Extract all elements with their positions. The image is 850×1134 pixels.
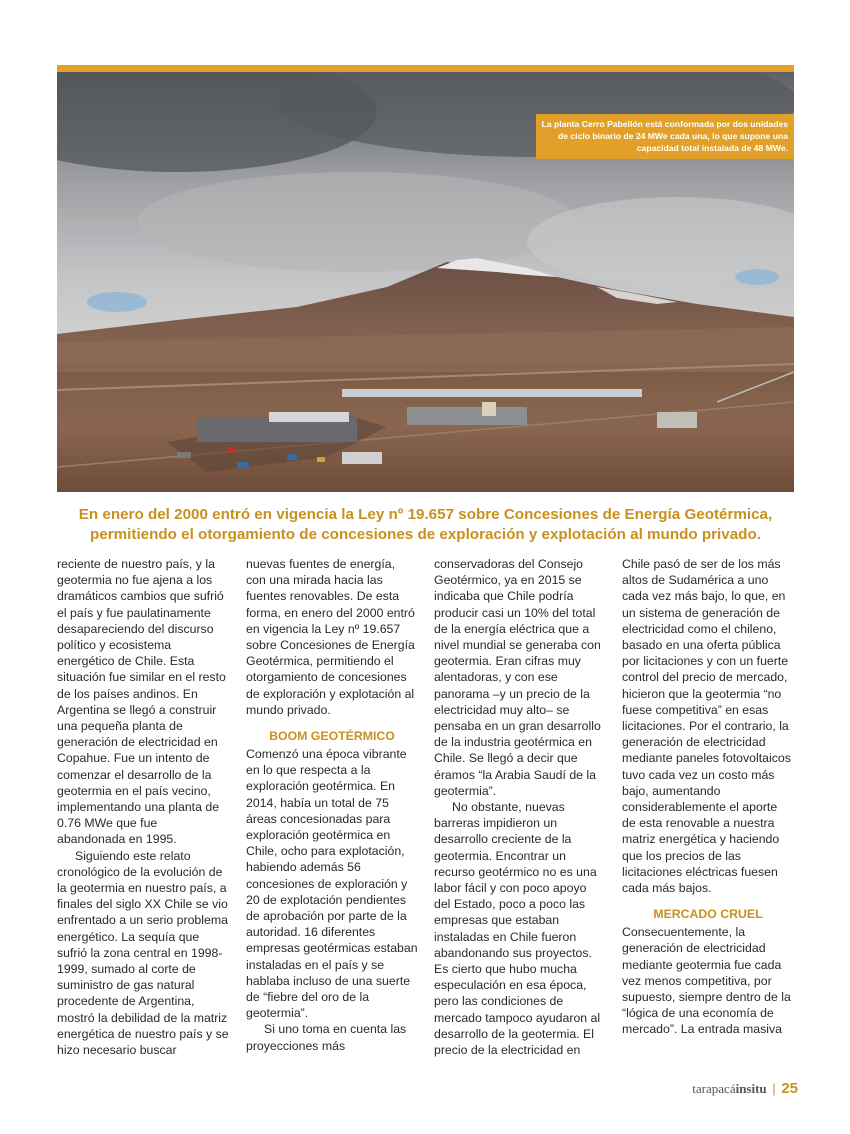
paragraph: reciente de nuestro país, y la geotermia no fue ajena a los dramáticos cambios que sufrió el país y fue paulatinamente desapareciendo del discurso político y ecosistema energético de Chile. Esta situación fue similar en el resto de los países andinos. En Argentina se llegó a construir una pequeña planta de generación de electricidad en Copahue. Fue un intento de comenzar el desarrollo de la geotermia en el país vecino, implementando una planta de 0.76 MWe que fue abandonada en 1995. <box>57 557 226 847</box>
logo-part: insitu <box>735 1081 767 1096</box>
article-columns <box>57 556 794 1058</box>
page-footer <box>692 1080 798 1097</box>
pull-quote: En enero del 2000 entró en vigencia la Ley nº 19.657 sobre Concesiones de Energía Geotérmica, permitiendo el otorgamiento de concesiones de exploración y explotación al mundo privado. <box>78 506 773 543</box>
accent-bar <box>57 65 794 72</box>
magazine-logo <box>692 1081 766 1096</box>
paragraph: No obstante, nuevas barreras impidieron un desarrollo creciente de la geotermia. Encontrar un recurso geotérmico no es una labor fácil y con poco apoyo del Estado, poco a poco las empresas que estaban instaladas en Chile fueron abandonando sus proyectos. Es cierto que hubo mucha especulación en esa época, pero las condiciones de mercado tampoco ayudaron al desarrollo de la geotermia. El precio de la electricidad en <box>434 800 601 1058</box>
paragraph: Comenzó una época vibrante en lo que respecta a la exploración geotérmica. En 2014, había un total de 75 áreas concesionadas para exploración geotérmica en Chile, ocho para explotación, habiendo además 56 concesiones de exploración y 20 de explotación pendientes de aprobación por parte de la autoridad. 16 diferentes empresas geotérmicas estaban instaladas en el país y se hablaba incluso de una suerte de “fiebre del oro de la geotermia”. <box>246 747 418 1021</box>
paragraph: Chile pasó de ser de los más altos de Sudamérica a uno cada vez más bajo, lo que, en un sistema de generación de electricidad como el chileno, basado en una oferta pública por licitaciones y con un fuerte control del precio de mercado, hicieron que la geotermia “no fuese competitiva” en esas licitaciones. Por el contrario, la generación de electricidad mediante paneles fotovoltaicos tuvo cada vez un costo más bajo, aumentando considerablemente el aporte de esta renovable a nuestra matriz energética y haciendo que los precios de las licitaciones eléctricas fuesen cada más bajos. <box>622 557 791 896</box>
column-2 <box>246 556 418 1054</box>
logo-part: tarapacá <box>692 1081 736 1096</box>
paragraph: Siguiendo este relato cronológico de la evolución de la geotermia en nuestro país, a finales del siglo XX Chile se vio enfrentado a un serio problema energético. La sequía que sufrió la zona central en 1998-1999, sumado al corte de suministro de gas natural procedente de Argentina, mostró la debilidad de la matriz energética de nuestro país y se hizo necesario buscar <box>57 848 229 1058</box>
column-4 <box>622 556 794 1038</box>
page-number: 25 <box>781 1080 798 1097</box>
section-heading: MERCADO CRUEL <box>653 907 763 922</box>
column-1 <box>57 556 229 1058</box>
column-3 <box>434 556 606 1058</box>
paragraph: conservadoras del Consejo Geotérmico, ya en 2015 se indicaba que Chile podría producir casi un 10% del total de la energía eléctrica que a nivel mundial se generaba con geotermia. Eran cifras muy alentadoras, y con ese panorama –y un precio de la electricidad muy alto– se pensaba en un gran desarrollo de la industria geotérmica en Chile. Se llegó a decir que éramos “la Arabia Saudí de la geotermia”. <box>434 557 601 798</box>
photo-caption: La planta Cerro Pabellón está conformada por dos unidades de ciclo binario de 24 MWe cada una, lo que supone una capacidad total instalada de 48 MWe. <box>536 114 794 159</box>
paragraph: Si uno toma en cuenta las proyecciones más <box>246 1022 407 1053</box>
footer-separator: | <box>772 1081 776 1096</box>
paragraph: Consecuentemente, la generación de electricidad mediante geotermia fue cada vez menos competitiva, por supuesto, siempre dentro de la “lógica de una economía de mercado”. La entrada masiva <box>622 925 791 1037</box>
hero-photo <box>57 72 794 492</box>
section-heading: BOOM GEOTÉRMICO <box>269 729 395 744</box>
paragraph: nuevas fuentes de energía, con una mirada hacia las fuentes renovables. De esta forma, en enero del 2000 entró en vigencia la Ley nº 19.657 sobre Concesiones de Energía Geotérmica, permitiendo el otorgamiento de concesiones de exploración y explotación al mundo privado. <box>246 557 415 717</box>
